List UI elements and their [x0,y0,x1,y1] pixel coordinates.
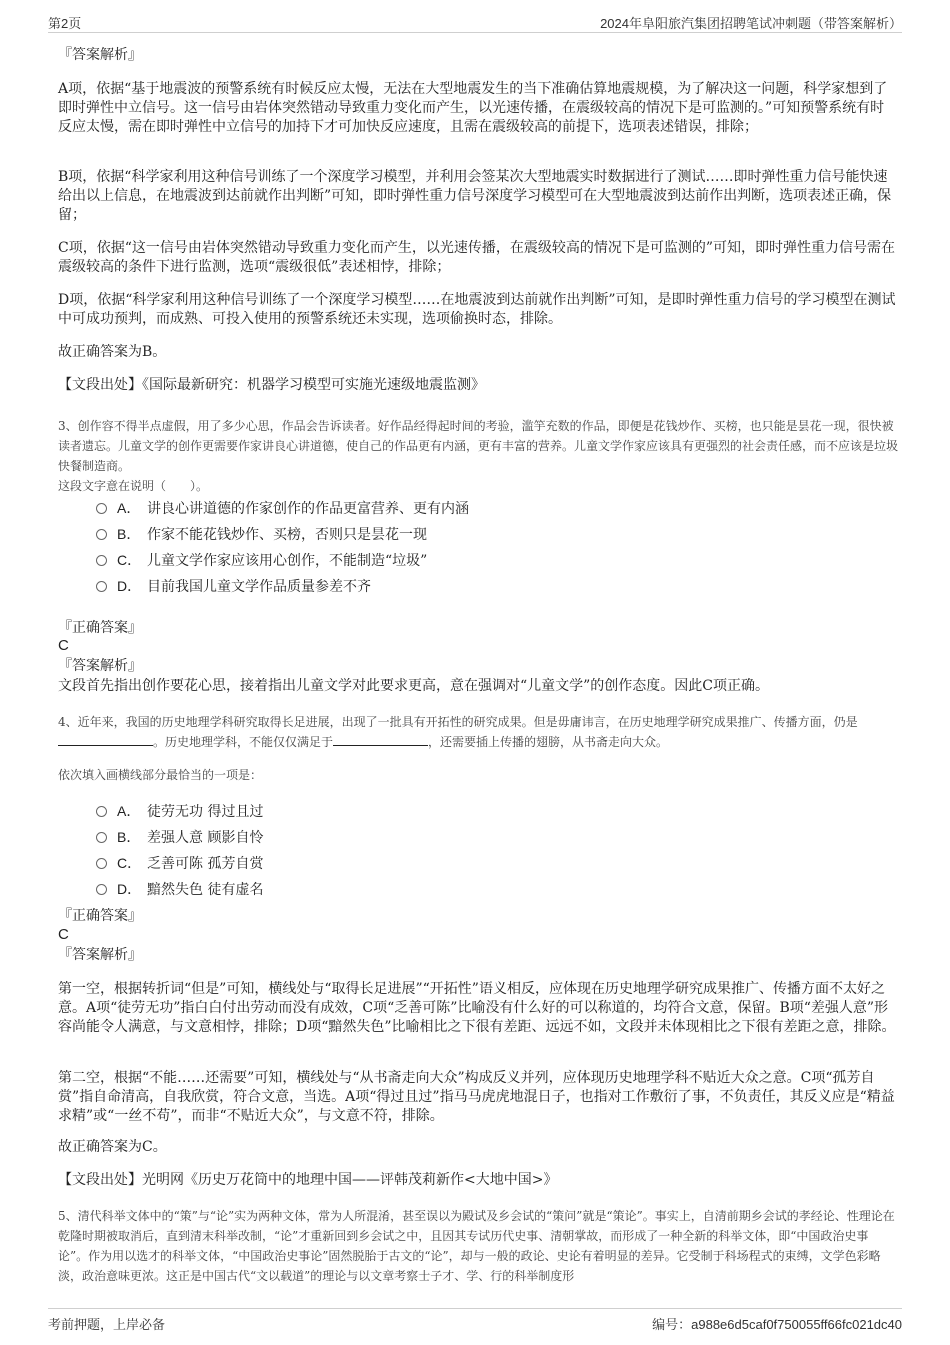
option-letter: A． [117,500,141,516]
q4-answer-label: 『正确答案』 [58,908,142,924]
option-text: 作家不能花钱炒作、买榜，否则只是昙花一现 [147,527,427,543]
q4-answer: C [58,926,69,943]
footer-slogan: 考前押题，上岸必备 [48,1317,166,1332]
q2-source: 【文段出处】《国际最新研究：机器学习模型可实施光速级地震监测》 [58,377,485,393]
page-footer [48,1308,902,1333]
page-header [48,10,902,33]
radio-icon[interactable] [96,806,107,817]
q4-option-b[interactable] [96,827,263,848]
q4-explain-label: 『答案解析』 [58,947,142,963]
option-letter: A． [117,803,141,819]
option-letter: B． [117,829,141,845]
option-letter: C． [117,855,142,871]
q3-stem: 3、创作容不得半点虚假，用了多少心思，作品会告诉读者。好作品经得起时间的考验，滥竽充数的作品，即便是花钱炒作、买榜，也只能是昙花一现，很快被读者遗忘。儿童文学的创作更需要作家讲良心讲道德，使自己的作品更有内涵，更有丰富的营养。儿童文学作家应该具有更强烈的社会责任感，而不应该是垃圾快餐制造商。 [58,419,899,473]
q4-source: 【文段出处】光明网《历史万花筒中的地理中国——评韩茂莉新作<大地中国>》 [58,1172,558,1188]
radio-icon[interactable] [96,884,107,895]
q3-answer-label: 『正确答案』 [58,620,142,636]
q2-explain-para-a: A项，依据“基于地震波的预警系统有时候反应太慢，无法在大型地震发生的当下准确估算地震规模，为了解决这一问题，科学家想到了即时弹性中立信号。这一信号由岩体突然错动导致重力变化而产生，以光速传播，在震级较高的情况下是可监测的。”可知预警系统有时反应太慢，需在即时弹性中立信号的加持下才可加快反应速度，且需在震级较高的前提下，选项表述错误，排除； [58,81,888,135]
q4-question: 依次填入画横线部分最恰当的一项是： [58,768,263,782]
radio-icon[interactable] [96,581,107,592]
option-letter: D． [117,578,142,594]
radio-icon[interactable] [96,832,107,843]
option-letter: C． [117,552,142,568]
option-text: 目前我国儿童文学作品质量参差不齐 [147,579,371,595]
q3-option-b[interactable] [96,524,427,545]
q2-explain-para-c: C项，依据“这一信号由岩体突然错动导致重力变化而产生，以光速传播，在震级较高的情况下是可监测的”可知，即时弹性重力信号需在震级较高的条件下进行监测，选项“震级很低”表述相悖，排除； [58,240,896,275]
radio-icon[interactable] [96,858,107,869]
radio-icon[interactable] [96,529,107,540]
option-text: 黯然失色 徒有虚名 [147,882,264,898]
q4-option-a[interactable] [96,801,263,822]
q3-option-d[interactable] [96,576,371,597]
fill-blank-2 [333,733,428,746]
radio-icon[interactable] [96,503,107,514]
q3-explain: 文段首先指出创作要花心思，接着指出儿童文学对此要求更高，意在强调对“儿童文学”的创作态度。因此C项正确。 [58,678,770,694]
q4-stem [58,712,898,752]
q4-conclusion: 故正确答案为C。 [58,1139,167,1155]
option-text: 乏善可陈 孤芳自赏 [147,856,264,872]
option-text: 讲良心讲道德的作家创作的作品更富营养、更有内涵 [147,501,469,517]
option-text: 儿童文学作家应该用心创作，不能制造“垃圾” [147,553,428,569]
option-letter: D． [117,881,142,897]
q3-option-a[interactable] [96,498,469,519]
document-id: 编号：a988e6d5caf0f750055ff66fc021dc40 [652,1317,902,1332]
q4-explain-para-1: 第一空，根据转折词“但是”可知，横线处与“取得长足进展”“开拓性”语义相反，应体现在历史地理学研究成果推广、传播方面不太好之意。A项“徒劳无功”指白白付出劳动而没有成效，C项“乏善可陈”比喻没有什么好的可以称道的，均符合文意，保留。B项“差强人意”形容尚能令人满意，与文意相悖，排除；D项“黯然失色”比喻相比之下很有差距、远远不如，文段并未体现相比之下很有差距之意，排除。 [58,981,896,1035]
option-text: 差强人意 顾影自怜 [147,830,264,846]
q4-option-c[interactable] [96,853,263,874]
q3-answer: C [58,637,69,654]
q2-explain-label: 『答案解析』 [58,47,142,63]
option-letter: B． [117,526,141,542]
q2-explain-para-d: D项，依据“科学家利用这种信号训练了一个深度学习模型……在地震波到达前就作出判断”可知，是即时弹性重力信号的学习模型在测试中可成功预判，而成熟、可投入使用的预警系统还未实现，选项偷换时态，排除。 [58,292,896,327]
q4-stem-part2: 。历史地理学科，不能仅仅满足于 [153,735,334,749]
q4-stem-part1: 4、近年来，我国的历史地理学科研究取得长足进展，出现了一批具有开拓性的研究成果。但是毋庸讳言，在历史地理学研究成果推广、传播方面，仍是 [58,715,858,729]
q3-question: 这段文字意在说明（ ）。 [58,479,209,493]
q4-stem-part3: ，还需要插上传播的翅膀，从书斋走向大众。 [428,735,669,749]
q5-stem: 5、清代科举文体中的“策”与“论”实为两种文体，常为人所混淆，甚至误以为殿试及乡会试的“策问”就是“策论”。事实上，自清前期乡会试的孝经论、性理论在乾隆时期被取消后，直到清末科举改制，“论”才重新回到乡会试之中，且因其专试历代史事、清朝掌故，而形成了一种全新的科举文体，即“中国政治史事论”。作为用以选才的科举文体，“中国政治史事论”固然脱胎于古文的“论”，却与一般的政论、史论有着明显的差异。它受制于科场程式的束缚，文学色彩略淡，政治意味更浓。这正是中国古代“文以载道”的理论与以文章考察士子才、学、行的科举制度形 [58,1209,895,1283]
q2-explain-para-b: B项，依据“科学家利用这种信号训练了一个深度学习模型，并利用会签某次大型地震实时数据进行了测试……即时弹性重力信号能快速给出以上信息，在地震波到达前就作出判断”可知，即时弹性重力信号深度学习模型可在大型地震波到达前作出判断，选项表述正确，保留； [58,169,892,223]
page-number: 第2页 [48,16,82,31]
q4-explain-para-2: 第二空，根据“不能……还需要”可知，横线处与“从书斋走向大众”构成反义并列，应体现历史地理学科不贴近大众之意。C项“孤芳自赏”指自命清高，自我欣赏，符合文意，当选。A项“得过且过”指马马虎虎地混日子，也指对工作敷衍了事，不负责任，其反义应是“精益求精”或“一丝不苟”，而非“不贴近大众”，与文意不符，排除。 [58,1070,895,1124]
q3-explain-label: 『答案解析』 [58,658,142,674]
fill-blank-1 [58,733,153,746]
q4-option-d[interactable] [96,879,263,900]
option-text: 徒劳无功 得过且过 [147,804,264,820]
document-title: 2024年阜阳旅汽集团招聘笔试冲刺题（带答案解析） [600,16,902,31]
radio-icon[interactable] [96,555,107,566]
q2-conclusion: 故正确答案为B。 [58,344,167,360]
q3-option-c[interactable] [96,550,427,571]
